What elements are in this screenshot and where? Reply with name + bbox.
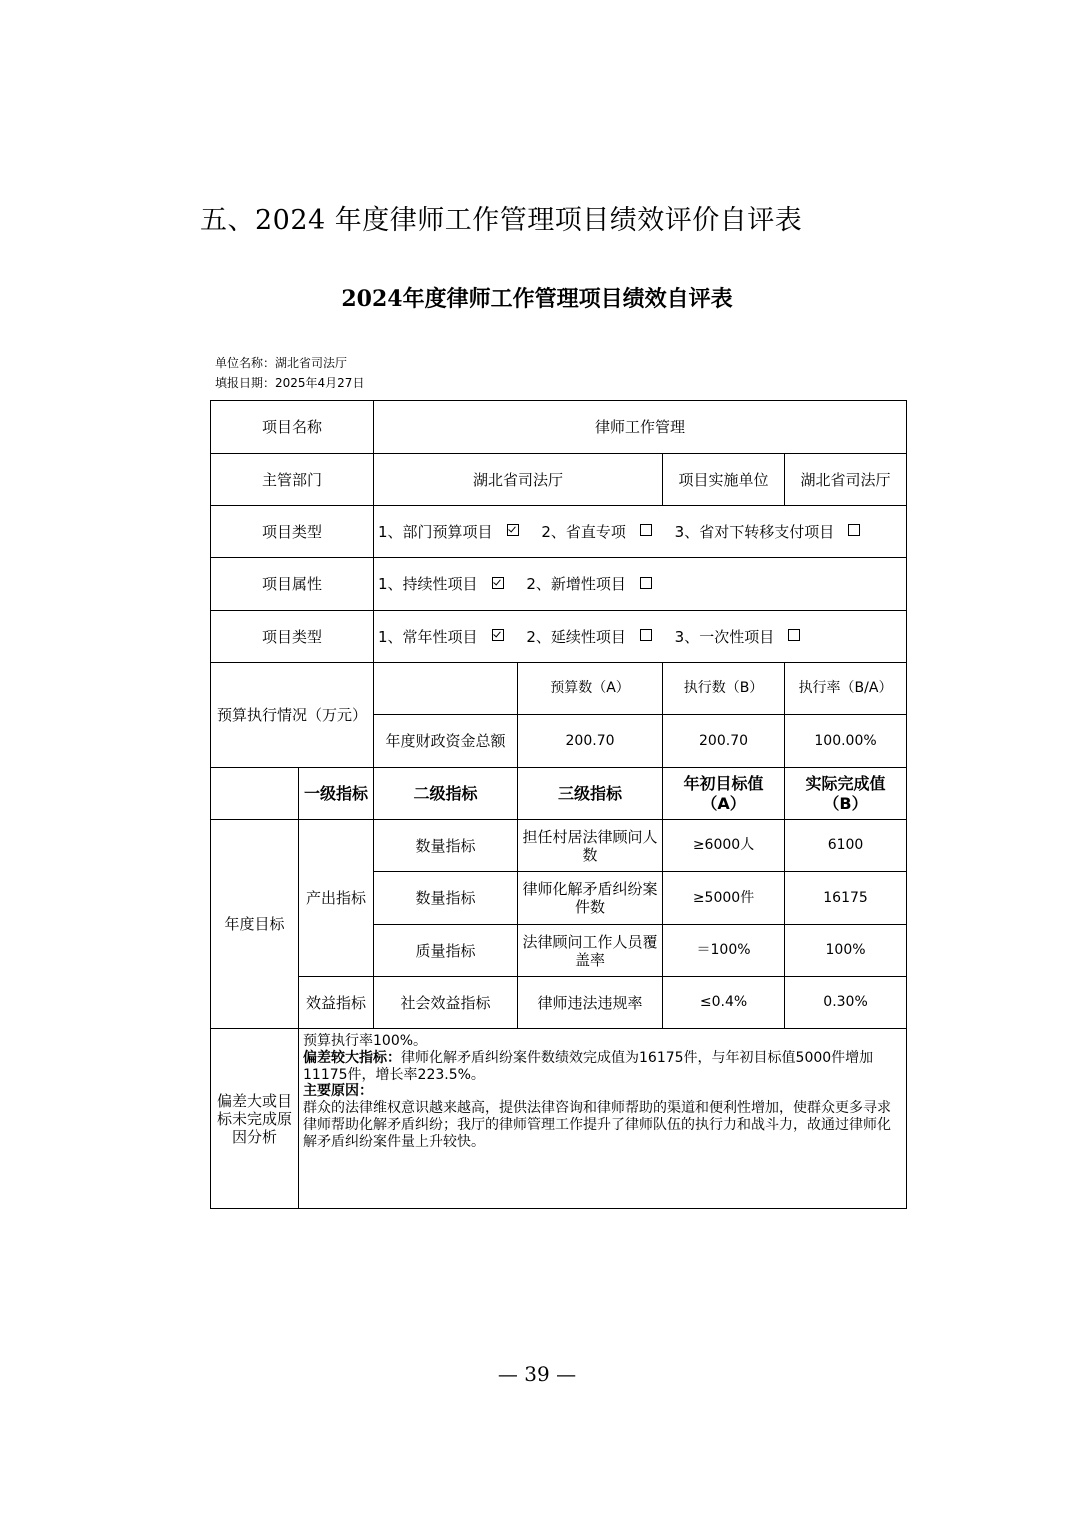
- option-dept-budget: 1、部门预算项目: [378, 523, 519, 541]
- option-extended: 2、延续性项目: [526, 628, 652, 646]
- target-header: 年初目标值（A）: [663, 768, 785, 820]
- level1-header: 一级指标: [299, 768, 374, 820]
- row-deviation-analysis: [211, 1029, 907, 1209]
- indicator-actual: 0.30%: [785, 977, 907, 1029]
- deviation-label: 偏差较大指标：: [303, 1049, 401, 1066]
- reason-label: 主要原因：: [303, 1083, 373, 1100]
- level2-header: 二级指标: [374, 768, 518, 820]
- option-one-time: 3、一次性项目: [675, 628, 801, 646]
- indicator-level3: 担任村居法律顾问人数: [518, 820, 663, 872]
- deviation-analysis-label: 偏差大或目标未完成原因分析: [211, 1029, 299, 1209]
- reason-text: 群众的法律维权意识越来越高，提供法律咨询和律师帮助的渠道和便利性增加，使群众更多寻求律师帮助化解矛盾纠纷；我厅的律师管理工作提升了律师队伍的执行力和战斗力，故通过律师化解矛盾纠纷案件量上升较快。: [303, 1100, 891, 1150]
- option-new: 2、新增性项目: [526, 575, 652, 593]
- actual-header: 实际完成值（B）: [785, 768, 907, 820]
- benefit-indicator-label: 效益指标: [299, 977, 374, 1029]
- indicator-target: ≥5000件: [663, 872, 785, 925]
- budget-row-label: 年度财政资金总额: [374, 715, 518, 768]
- indicator-row: [211, 977, 907, 1029]
- section-heading: 五、2024 年度律师工作管理项目绩效评价自评表: [200, 205, 803, 236]
- indicator-actual: 100%: [785, 925, 907, 977]
- document-title: 2024年度律师工作管理项目绩效自评表: [341, 286, 733, 312]
- row-indicator-header: [211, 768, 907, 820]
- empty-box-icon: [848, 524, 860, 536]
- checked-box-icon: [492, 629, 504, 641]
- project-type-options: [374, 611, 907, 663]
- indicator-actual: 16175: [785, 872, 907, 925]
- budget-empty-cell: [374, 663, 518, 715]
- project-name-label: 项目名称: [211, 401, 374, 454]
- budget-rate-note: 预算执行率100%。: [303, 1033, 428, 1049]
- indicator-row: [211, 820, 907, 872]
- option-annual: 1、常年性项目: [378, 628, 504, 646]
- project-type-label: 项目类型: [211, 506, 374, 558]
- option-continuous: 1、持续性项目: [378, 575, 504, 593]
- output-indicator-label: 产出指标: [299, 820, 374, 977]
- option-provincial-special: 2、省直专项: [541, 523, 652, 541]
- department-label: 主管部门: [211, 454, 374, 506]
- row-department: [211, 454, 907, 506]
- empty-box-icon: [788, 629, 800, 641]
- empty-box-icon: [640, 524, 652, 536]
- checked-box-icon: [492, 577, 504, 589]
- annual-target-label: 年度目标: [211, 820, 299, 1029]
- project-name-value: 律师工作管理: [374, 401, 907, 454]
- indicator-header-empty: [211, 768, 299, 820]
- deviation-analysis-content: [299, 1029, 907, 1209]
- evaluation-table: [210, 400, 907, 1209]
- unit-name: 单位名称：湖北省司法厅: [215, 356, 348, 370]
- indicator-target: ≥6000人: [663, 820, 785, 872]
- project-attribute-options: [374, 558, 907, 611]
- empty-box-icon: [640, 577, 652, 589]
- page-number: — 39 —: [497, 1362, 577, 1386]
- row-project-name: [211, 401, 907, 454]
- indicator-target: ≤0.4%: [663, 977, 785, 1029]
- indicator-level3: 律师化解矛盾纠纷案件数: [518, 872, 663, 925]
- indicator-level2: 质量指标: [374, 925, 518, 977]
- project-attribute-label: 项目属性: [211, 558, 374, 611]
- option-transfer-payment: 3、省对下转移支付项目: [675, 523, 861, 541]
- indicator-level3: 法律顾问工作人员覆盖率: [518, 925, 663, 977]
- deviation-paragraph: [303, 1050, 902, 1084]
- row-project-type-1: [211, 506, 907, 558]
- budget-b-value: 200.70: [663, 715, 785, 768]
- budget-col-b: 执行数（B）: [663, 663, 785, 715]
- budget-col-a: 预算数（A）: [518, 663, 663, 715]
- department-value: 湖北省司法厅: [374, 454, 663, 506]
- row-project-attribute: [211, 558, 907, 611]
- fill-date: 填报日期：2025年4月27日: [215, 376, 365, 390]
- level3-header: 三级指标: [518, 768, 663, 820]
- budget-col-rate: 执行率（B/A）: [785, 663, 907, 715]
- budget-a-value: 200.70: [518, 715, 663, 768]
- checked-box-icon: [507, 524, 519, 536]
- indicator-level2: 数量指标: [374, 820, 518, 872]
- project-type-label: 项目类型: [211, 611, 374, 663]
- row-project-type-2: [211, 611, 907, 663]
- indicator-target: ＝100%: [663, 925, 785, 977]
- budget-execution-label: 预算执行情况（万元）: [211, 663, 374, 768]
- indicator-level2: 数量指标: [374, 872, 518, 925]
- empty-box-icon: [640, 629, 652, 641]
- implementing-unit-label: 项目实施单位: [663, 454, 785, 506]
- deviation-text: 律师化解矛盾纠纷案件数绩效完成值为16175件，与年初目标值5000件增加11175件，增长率223.5%。: [303, 1049, 874, 1083]
- indicator-level3: 律师违法违规率: [518, 977, 663, 1029]
- implementing-unit-value: 湖北省司法厅: [785, 454, 907, 506]
- project-type-options: [374, 506, 907, 558]
- indicator-level2: 社会效益指标: [374, 977, 518, 1029]
- row-budget-header: [211, 663, 907, 715]
- indicator-actual: 6100: [785, 820, 907, 872]
- budget-rate-value: 100.00%: [785, 715, 907, 768]
